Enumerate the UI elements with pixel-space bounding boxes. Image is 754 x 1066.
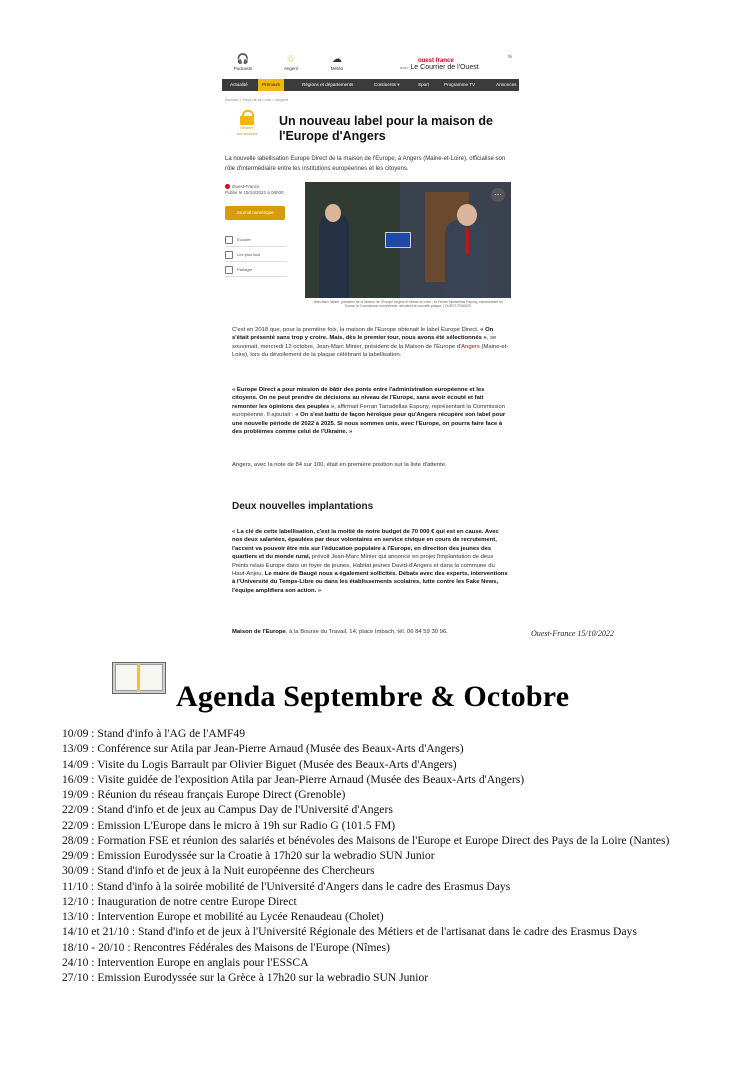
p1-quote: « On s'était présenté sans trop y croire. Mais, dès le premier tour, nous avons été sélectionnés »	[232, 327, 494, 342]
menu-item-premium[interactable]: Premium	[258, 79, 284, 91]
p4-text-b: prévoit Jean-Marc Minier qui annonce en projet l'implantation de deux Points relais Europe dans un foyer de jeunes, Habitat jeunes David-d'Angers et dans la commune du Haut-Anjou.	[232, 554, 495, 578]
logo-of-text: ouest france	[418, 58, 454, 64]
agenda-item: 16/09 : Visite guidée de l'exposition Atila par Jean-Pierre Arnaud (Musée des Beaux-Arts d'Angers)	[62, 772, 525, 786]
lock-label-1: Réservé	[240, 126, 254, 130]
p4-quote-a: « La clé de cette labellisation, c'est la moitié de notre budget de 70 000 € qui est en cause. Avec nos deux salariées, épaulées par deux volontaires en service civique en cours de recrutement, l'accent va pouvoir être mis sur l'éducation populaire à l'Europe, en direction des jeunes des quartiers et du monde rural,	[232, 529, 499, 561]
listen-label: Écouter	[237, 237, 251, 242]
agenda-item: 30/09 : Stand d'info et de jeux à la Nuit européenne des Chercheurs	[62, 864, 375, 878]
agenda-item: 14/09 : Visite du Logis Barrault par Olivier Biguet (Musée des Beaux-Arts d'Angers)	[62, 757, 457, 771]
article-headline: Un nouveau label pour la maison de l'Europe d'Angers	[279, 114, 493, 143]
meteo-link[interactable]	[322, 54, 352, 71]
menu-item-sport[interactable]: Sport	[418, 82, 429, 87]
top-icons-bar	[222, 54, 519, 78]
lock-icon	[239, 110, 255, 124]
p2-text-b: , affirmait Ferran Tarradellas Espuny, représentant la Commission européenne. Il ajoutait :	[232, 403, 506, 419]
premium-lock-badge	[232, 110, 262, 144]
agenda-item: 13/10 : Intervention Europe et mobilité au Lycée Renaudeau (Cholet)	[62, 910, 384, 923]
top-edge-label: N	[508, 54, 512, 59]
p5-org: Maison de l'Europe	[232, 629, 286, 635]
bookmark-icon	[225, 251, 233, 259]
share-icon	[225, 266, 233, 274]
share-label: Partager	[237, 267, 253, 272]
main-menu	[222, 79, 519, 91]
agenda-item: 22/09 : Stand d'info et de jeux au Campus Day de l'Université d'Angers	[62, 803, 393, 817]
agenda-item: 29/09 : Emission Eurodyssée sur la Croatie à 17h20 sur la webradio SUN Junior	[62, 849, 435, 862]
photo-caption: Jean-Marc Minier, président de la Maison de l'Europe Angers et Maine-et-Loire ; et Ferran Tarradellas Espuny, représentant en France la Commission européenne, dévoilent la nouvelle plaque. | OUEST-FRANCE	[313, 300, 503, 309]
menu-item-programme-tv[interactable]: Programme TV	[444, 82, 476, 87]
share-button[interactable]	[225, 264, 287, 277]
publication-date: Publié le 15/10/2022 à 06h00	[225, 190, 284, 195]
p1-text-a: C'est en 2018 que, pour la première fois, la maison de l'Europe obtenait le label Europe Direct.	[232, 327, 481, 333]
menu-item-continents[interactable]: Continents ▾	[374, 82, 400, 87]
journal-numerique-button[interactable]: Journal numérique	[225, 206, 285, 220]
article-subheading: Deux nouvelles implantations	[232, 501, 374, 512]
menu-item-annonces[interactable]: Annonces	[496, 82, 517, 87]
angers-link-inline[interactable]: Angers	[461, 343, 480, 350]
lock-label-2: aux abonnés	[236, 132, 258, 136]
menu-item-actualite[interactable]: Actualité	[230, 82, 248, 87]
p2-quote-a: « Europe Direct a pour mission de bâtir des ponts entre l'administration européenne et les citoyens. On ne peut prendre de décisions au niveau de l'Europe, sans avoir écouté et fait remonter les opinions des peuples »	[232, 387, 485, 410]
agenda-item: 22/09 : Emission L'Europe dans le micro à 19h sur Radio G (101.5 FM)	[62, 818, 396, 832]
speaker-icon	[225, 236, 233, 244]
article-credit: Ouest-France 15/10/2022	[531, 629, 614, 638]
star-icon: ☆	[286, 54, 296, 65]
cloud-icon: ☁	[332, 54, 342, 65]
menu-item-regions[interactable]: Régions et départements	[302, 82, 354, 87]
more-icon[interactable]: ⋯	[491, 188, 505, 202]
p1-text-c: , se souvenait, mercredi 12 octobre, Jean-Marc Minier, président de la Maison de l'Europe d'	[232, 335, 497, 350]
headphones-icon: 🎧	[236, 54, 250, 65]
logo-avec: avec	[400, 65, 409, 70]
p4-quote-c: Le maire de Baugé nous a également sollicités. Débats avec des experts, interventions à l'Université du Temps-Libre ou dans les établissements scolaires, lutte contre les Fake News, l'équipe amplifiera son action. »	[232, 571, 508, 594]
ouest-france-logo[interactable]	[400, 58, 479, 71]
ouest-france-dot-icon	[225, 184, 230, 189]
agenda-item: 10/09 : Stand d'info à l'AG de l'AMF49	[62, 727, 246, 740]
meteo-label: Météo	[330, 66, 344, 71]
agenda-item: 18/10 - 20/10 : Rencontres Fédérales des Maisons de l'Europe (Nîmes)	[62, 940, 390, 954]
agenda-item: 28/09 : Formation FSE et réunion des salariés et bénévoles des Maisons de l'Europe et Europe Direct des Pays de la Loire (Nantes)	[62, 833, 670, 847]
agenda-item: 27/10 : Emission Eurodyssée sur la Grèce à 17h20 sur la webradio SUN Junior	[62, 971, 429, 984]
p5-address: , à la Bourse du Travail, 14, place Imbach, tél. 06 84 59 30 96.	[285, 629, 448, 635]
article-paragraph-5	[232, 628, 510, 636]
agenda-item: 13/09 : Conférence sur Atila par Jean-Pierre Arnaud (Musée des Beaux-Arts d'Angers)	[62, 742, 464, 756]
europe-plaque	[385, 232, 411, 248]
book-icon	[112, 662, 166, 694]
article-source	[225, 184, 284, 196]
p1-text-d: (Maine-et-Loire), lors du dévoilement de la plaque célébrant la labellisation.	[232, 343, 509, 359]
angers-label: Angers	[283, 66, 299, 71]
agenda-list	[62, 726, 702, 985]
article-photo	[305, 182, 511, 298]
article-paragraph-1	[232, 326, 510, 360]
agenda-title: Agenda Septembre & Octobre	[176, 680, 570, 713]
article-paragraph-2	[232, 386, 510, 436]
agenda-item: 19/09 : Réunion du réseau français Europe Direct (Grenoble)	[62, 788, 346, 801]
newspaper-clipping	[222, 50, 519, 645]
angers-link[interactable]	[276, 54, 306, 71]
podcasts-label: Podcasts	[233, 66, 253, 71]
agenda-item: 12/10 : Inauguration de notre centre Europe Direct	[62, 894, 297, 908]
podcasts-link[interactable]	[228, 54, 258, 71]
agenda-item: 24/10 : Intervention Europe en anglais pour l'ESSCA	[62, 955, 309, 969]
read-later-label: Lire plus tard	[237, 252, 261, 257]
article-paragraph-3: Angers, avec la note de 84 sur 100, était en première position sur la liste d'attente.	[232, 462, 447, 468]
agenda-item: 11/10 : Stand d'info à la soirée mobilité de l'Université d'Angers dans le cadre des Erasmus Days	[62, 879, 511, 893]
logo-courrier: Le Courrier de l'Ouest	[410, 64, 479, 71]
listen-button[interactable]	[225, 234, 287, 247]
read-later-button[interactable]	[225, 249, 287, 262]
article-lead: La nouvelle labellisation Europe Direct de la maison de l'Europe, à Angers (Maine-et-Loire), officialise son rôle d'intermédiaire entre les institutions européennes et les citoyens.	[225, 156, 506, 172]
breadcrumb[interactable]: Accueil > Pays de la Loire > Angers	[225, 97, 289, 102]
agenda-item: 14/10 et 21/10 : Stand d'info et de jeux à l'Université Régionale des Métiers et de l'artisanat dans le cadre des Erasmus Days	[62, 925, 637, 939]
article-paragraph-4	[232, 528, 510, 595]
p2-quote-c: « On s'est battu de façon héroïque pour qu'Angers récupère son label pour une nouvelle période de 2022 à 2025. Si nous sommes unis, avec l'Europe, on pourra faire face à des problèmes comme celui de l'Ukraine. »	[232, 412, 506, 436]
source-name: Ouest-France	[232, 184, 260, 189]
